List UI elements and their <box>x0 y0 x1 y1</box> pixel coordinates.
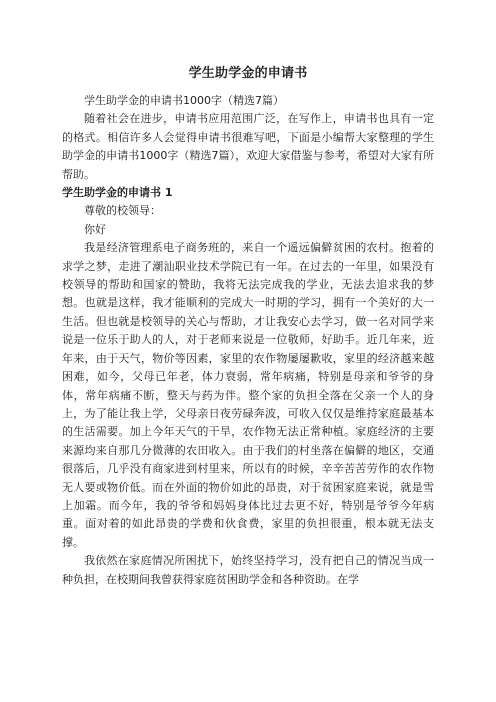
section-heading: 学生助学金的申请书 1 <box>62 186 173 200</box>
body-paragraph-2: 我依然在家庭情况所困扰下，始终坚持学习，没有把自己的情况当成一种负担，在校期间我曾获得家庭贫困助学金和各种资助。在学 <box>62 554 434 586</box>
document-title: 学生助学金的申请书 <box>188 66 308 81</box>
greeting: 你好 <box>84 222 106 236</box>
document-body <box>62 92 434 589</box>
salutation: 尊敬的校领导： <box>84 204 161 218</box>
intro-paragraph: 随着社会在进步，申请书应用范围广泛，在写作上，申请书也具有一定的格式。相信许多人会觉得申请书很难写吧，下面是小编帮大家整理的学生助学金的申请书1000字（精选7篇），欢迎大家借鉴与参考，希望对大家有所帮助。 <box>62 112 434 181</box>
intro-line: 学生助学金的申请书1000字（精选7篇） <box>84 94 284 107</box>
body-paragraph-1: 我是经济管理系电子商务班的，来自一个遥远偏僻贫困的农村。抱着的求学之梦，走进了潮汕职业技术学院已有一年。在过去的一年里，如果没有校领导的帮助和国家的赞助，我将无法完成我的学业，无法去追求我的梦想。也就是这样，我才能顺利的完成大一时期的学习，拥有一个美好的大一生活。但也就是校领导的关心与帮助，才让我安心去学习，做一名对同学来说是一位乐于助人的人，对于老师来说是一位敬师，好助手。近几年来，近年来，由于天气，物价等因素，家里的农作物屡屡歉收，家里的经济越来越困难，如今，父母已年老，体力衰弱，常年病痛，特别是母亲和爷爷的身体，常年病痛不断，整天与药为伴。整个家的负担全落在父亲一个人的身上，为了能让我上学，父母亲日夜劳碌奔波，可收入仅仅是维持家庭最基本的生活需要。加上今年天气的干旱，农作物无法正常种植。家庭经济的主要来源均来自那几分微薄的农田收入。由于我们的村坐落在偏僻的地区，交通很落后，几乎没有商家进到村里来，所以有的时候，辛辛苦苦劳作的农作物无人要或物价低。而在外面的物价如此的昂贵，对于贫困家庭来说，就是雪上加霜。而今年，我的爷爷和妈妈身体比过去更不好，特别是爷爷今年病重。面对着的如此昂贵的学费和伙食费，家里的负担很重，根本就无法支撑。 <box>62 241 434 549</box>
